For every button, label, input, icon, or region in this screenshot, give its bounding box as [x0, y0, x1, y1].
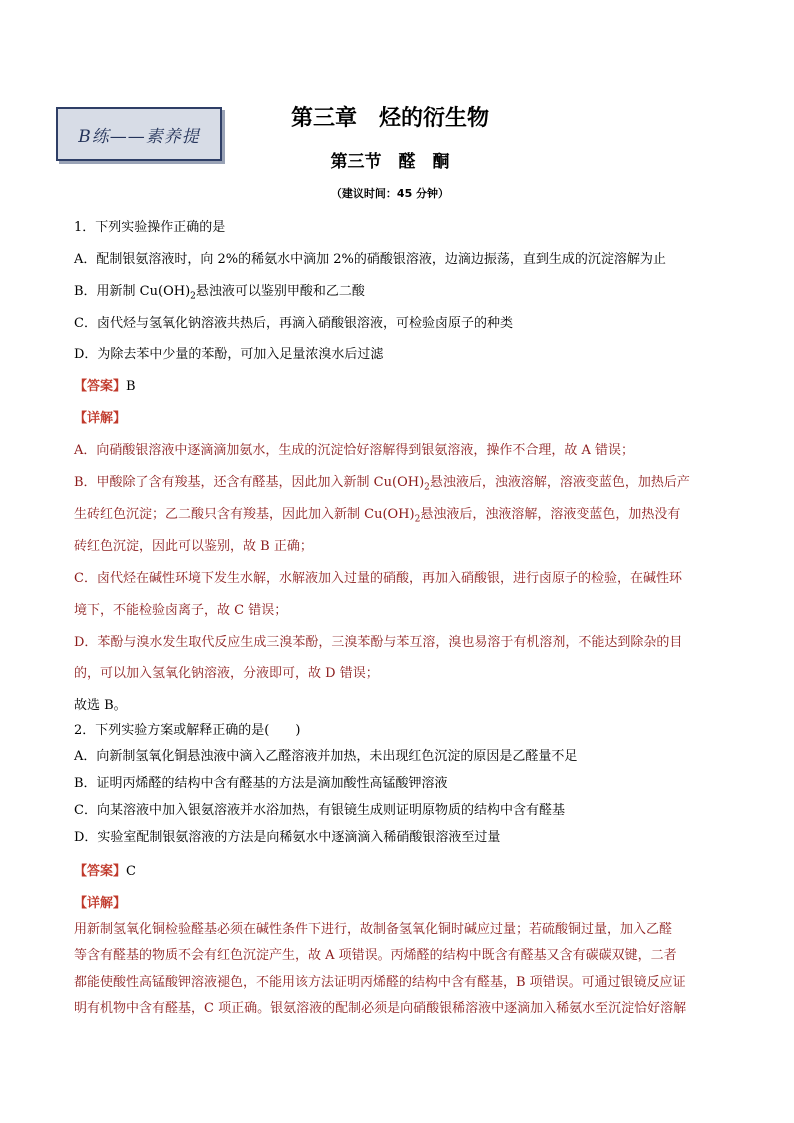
q1-explanation-b-line2: 生砖红色沉淀；乙二酸只含有羧基，因此加入新制 $Cu(OH)_2$悬浊液后，浊液溶解，溶液变蓝色，加热没有	[74, 507, 681, 525]
level-badge	[56, 107, 222, 161]
section-title: 第三节 醛 酮	[330, 152, 450, 172]
q2-answer	[74, 862, 724, 882]
q2-option-c: C．向某溶液中加入银氨溶液并水浴加热，有银镜生成则证明原物质的结构中含有醛基	[74, 803, 565, 818]
q2-explanation-line3: 都能使酸性高锰酸钾溶液褪色，不能用该方法证明丙烯醛的结构中含有醛基，B 项错误。可通过银镜反应证	[74, 975, 686, 990]
answer-tag: 【答案】	[74, 379, 127, 394]
q1-explanation-a: A．向硝酸银溶液中逐滴滴加氨水，生成的沉淀恰好溶解得到银氨溶液，操作不合理，故 A 错误；	[74, 443, 635, 458]
q2-stem: 2．下列实验方案或解释正确的是( )	[74, 723, 301, 738]
q1-option-b: B．用新制 $Cu(OH)_2$悬浊液可以鉴别甲酸和乙二酸	[74, 284, 365, 302]
answer-value: C	[126, 864, 136, 879]
q1-detail-tag: 【详解】	[74, 411, 127, 426]
q2-option-d: D．实验室配制银氨溶液的方法是向稀氨水中逐滴滴入稀硝酸银溶液至过量	[74, 830, 501, 845]
q1-explanation-b-line3: 砖红色沉淀，因此可以鉴别，故 B 正确；	[74, 539, 313, 554]
q2-explanation-line1: 用新制氢氧化铜检验醛基必须在碱性条件下进行，故制备氢氧化铜时碱应过量；若硫酸铜过量，加入乙醛	[74, 922, 673, 937]
q1-explanation-d-line1: D．苯酚与溴水发生取代反应生成三溴苯酚，三溴苯酚与苯互溶，溴也易溶于有机溶剂，不能达到除杂的目	[74, 635, 683, 650]
q1-explanation-c-line1: C．卤代烃在碱性环境下发生水解，水解液加入过量的硝酸，再加入硝酸银，进行卤原子的检验，在碱性环	[74, 571, 682, 586]
q2-detail-tag: 【详解】	[74, 896, 127, 911]
q1-answer	[74, 377, 724, 397]
q1-conclusion: 故选 B。	[74, 698, 127, 713]
suggested-time-note: （建议时间：45 分钟）	[330, 187, 450, 200]
answer-value: B	[126, 379, 136, 394]
q1-stem: 1．下列实验操作正确的是	[74, 220, 226, 235]
chapter-title: 第三章 烃的衍生物	[290, 106, 489, 131]
q1-explanation-d-line2: 的，可以加入氢氧化钠溶液，分液即可，故 D 错误；	[74, 666, 379, 681]
q2-option-b: B．证明丙烯醛的结构中含有醛基的方法是滴加酸性高锰酸钾溶液	[74, 776, 448, 791]
q1-option-c: C．卤代烃与氢氧化钠溶液共热后，再滴入硝酸银溶液，可检验卤原子的种类	[74, 316, 513, 331]
q2-explanation-line2: 等含有醛基的物质不会有红色沉淀产生，故 A 项错误。丙烯醛的结构中既含有醛基又含有碳碳双键，二者	[74, 948, 677, 963]
q1-option-d: D．为除去苯中少量的苯酚，可加入足量浓溴水后过滤	[74, 347, 384, 362]
badge-label: B练——素养提	[78, 127, 200, 147]
answer-tag: 【答案】	[74, 864, 127, 879]
q1-explanation-b-line1: B．甲酸除了含有羧基，还含有醛基，因此加入新制 $Cu(OH)_2$悬浊液后，浊液溶解，溶液变蓝色，加热后产	[74, 475, 690, 493]
q2-option-a: A．向新制氢氧化铜悬浊液中滴入乙醛溶液并加热，未出现红色沉淀的原因是乙醛量不足	[74, 749, 578, 764]
q1-explanation-c-line2: 境下，不能检验卤离子，故 C 错误；	[74, 603, 288, 618]
q2-explanation-line4: 明有机物中含有醛基，C 项正确。银氨溶液的配制必须是向硝酸银稀溶液中逐滴加入稀氨水至沉淀恰好溶解	[74, 1001, 687, 1016]
q1-option-a: A．配制银氨溶液时，向 2%的稀氨水中滴加 2%的硝酸银溶液，边滴边振荡，直到生成的沉淀溶解为止	[74, 252, 666, 267]
